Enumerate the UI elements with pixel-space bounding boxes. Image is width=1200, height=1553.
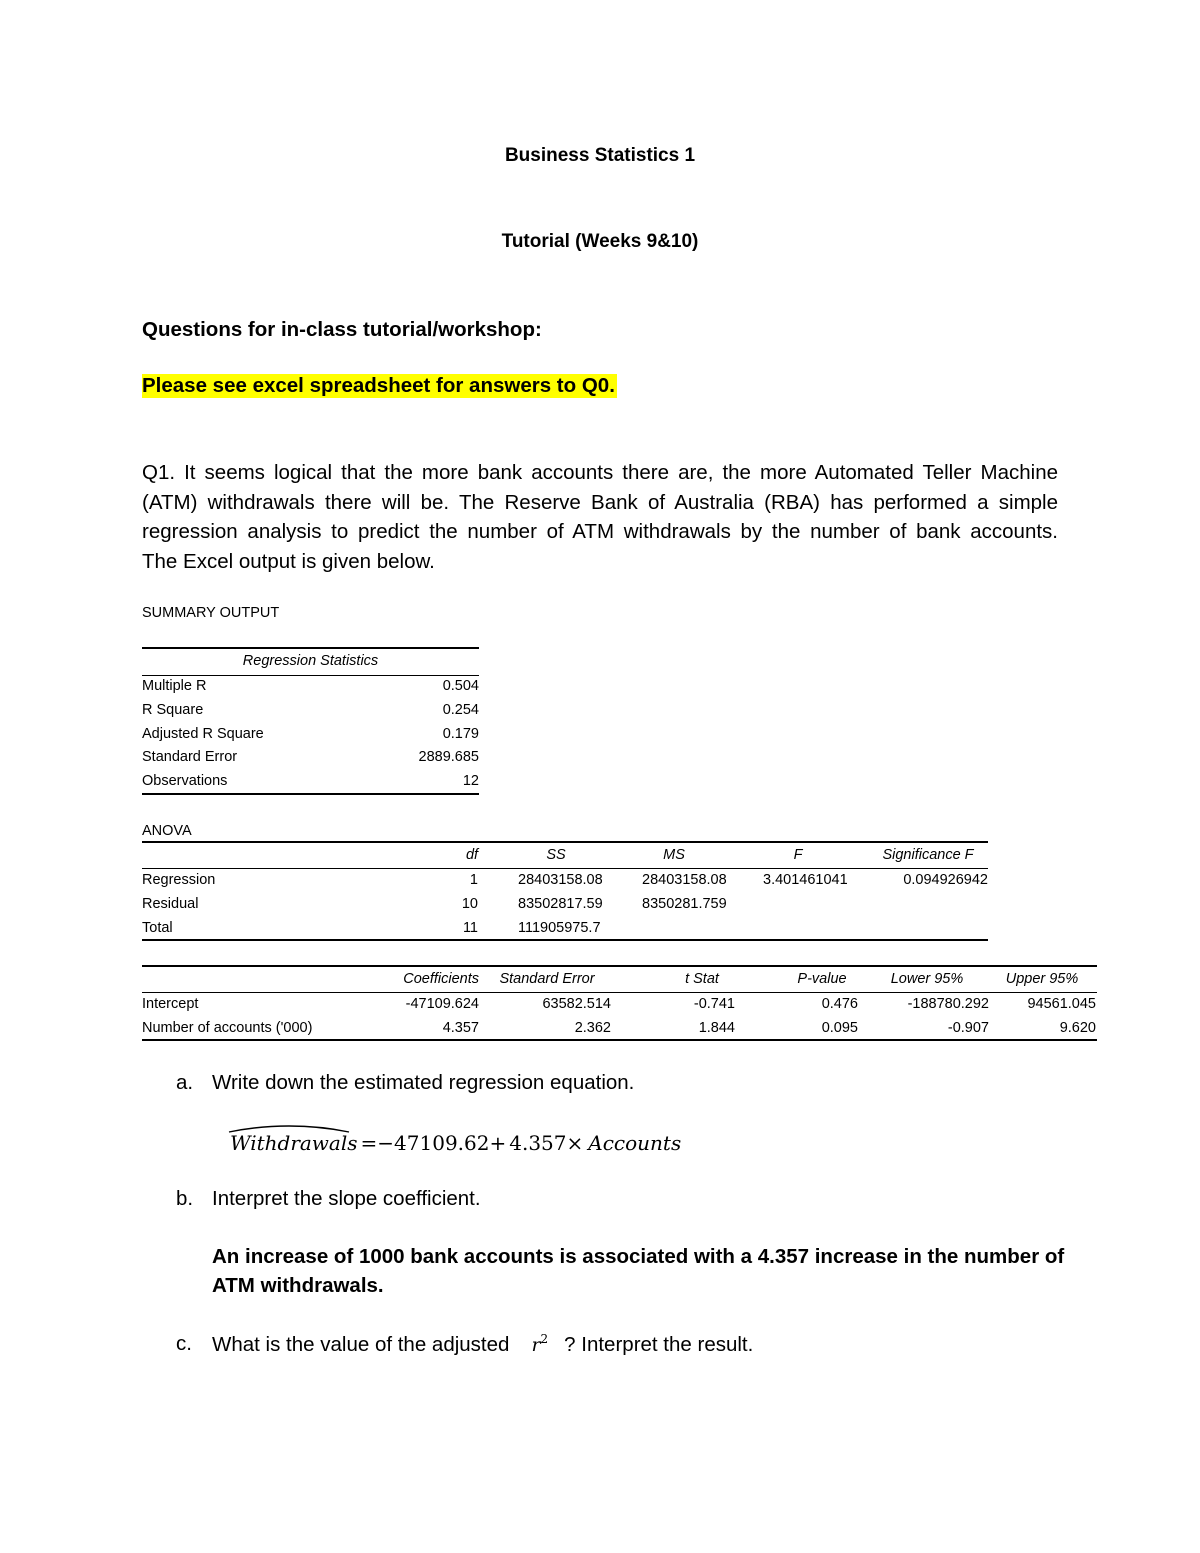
equation-times: × [566, 1131, 584, 1155]
equation-slope: 4.357 [509, 1131, 567, 1155]
coef-t-stat: -0.741 [693, 996, 735, 1012]
part-b-answer-line: An increase of 1000 bank accounts is associated with a 4.357 increase in the number of [212, 1245, 1065, 1268]
part-a-label: a. [176, 1071, 194, 1094]
q1-line: The Excel output is given below. [142, 549, 435, 573]
anova-ss: 111905975.7 [518, 920, 601, 936]
part-c-label: c. [176, 1332, 192, 1355]
table-rule [142, 939, 988, 941]
anova-df: 10 [461, 896, 478, 912]
anova-df: 11 [462, 920, 478, 936]
anova-ss: 83502817.59 [518, 896, 603, 912]
regression-equation [230, 1131, 681, 1155]
coef-value: -47109.624 [405, 996, 479, 1012]
highlighted-note: Please see excel spreadsheet for answers to Q0. [142, 374, 615, 397]
equation-lhs: Withdrawals [230, 1131, 358, 1155]
coef-row-name: Intercept [142, 996, 199, 1012]
table-rule [142, 965, 1097, 967]
table-rule [142, 675, 479, 676]
coef-t-stat: 1.844 [698, 1020, 735, 1036]
coef-header-standard-error: Standard Error [499, 971, 595, 987]
coef-header-lower-95: Lower 95% [890, 971, 964, 987]
equation-variable: Accounts [588, 1131, 682, 1155]
anova-f: 3.401461041 [763, 872, 848, 888]
stat-value: 2889.685 [418, 749, 479, 765]
regression-statistics-table [142, 647, 479, 797]
equation-intercept: 47109.62 [394, 1131, 490, 1155]
anova-df: 1 [469, 872, 478, 888]
anova-row-name: Regression [142, 872, 216, 888]
coef-row-name: Number of accounts ('000) [142, 1020, 313, 1036]
equation-minus: − [377, 1131, 395, 1155]
coefficients-table [142, 965, 1097, 1045]
stat-value: 0.504 [442, 678, 479, 694]
table-rule [142, 841, 988, 843]
anova-header-ss: SS [546, 847, 566, 863]
anova-table [142, 841, 988, 943]
anova-label: ANOVA [142, 823, 192, 839]
q1-line: (ATM) withdrawals there will be. The Reserve Bank of Australia (RBA) has performed a simple [142, 490, 1058, 514]
stat-name: Observations [142, 773, 228, 789]
anova-significance-f: 0.094926942 [903, 872, 988, 888]
coef-p-value: 0.095 [821, 1020, 858, 1036]
question-1-paragraph [142, 458, 1058, 576]
coef-upper-95: 94561.045 [1027, 996, 1096, 1012]
table-rule [142, 868, 988, 869]
coef-lower-95: -0.907 [947, 1020, 989, 1036]
part-c-text [212, 1332, 753, 1357]
coef-header-t-stat: t Stat [685, 971, 719, 987]
coef-standard-error: 2.362 [574, 1020, 611, 1036]
coef-lower-95: -188780.292 [907, 996, 989, 1012]
part-b-answer-line: ATM withdrawals. [212, 1274, 384, 1297]
stat-name: Adjusted R Square [142, 726, 264, 742]
stat-name: Multiple R [142, 678, 207, 694]
table-rule [142, 1039, 1097, 1041]
part-b-text: Interpret the slope coefficient. [212, 1187, 481, 1210]
anova-header-df: df [465, 847, 479, 863]
part-c-text-before: What is the value of the adjusted [212, 1332, 510, 1356]
q1-line: Q1. It seems logical that the more bank accounts there are, the more Automated Teller Machine [142, 461, 1058, 484]
anova-ss: 28403158.08 [518, 872, 603, 888]
stat-name: Standard Error [142, 749, 238, 765]
coef-p-value: 0.476 [821, 996, 858, 1012]
table-rule [142, 647, 479, 649]
anova-ms: 8350281.759 [642, 896, 727, 912]
anova-header-significance-f: Significance F [882, 847, 974, 863]
q1-line: regression analysis to predict the number of ATM withdrawals by the number of bank accounts. [142, 520, 1058, 543]
part-c-text-after: ? Interpret the result. [564, 1332, 754, 1356]
coef-standard-error: 63582.514 [542, 996, 611, 1012]
anova-row-name: Residual [142, 896, 199, 912]
document-title: Business Statistics 1 [504, 145, 696, 166]
section-heading: Questions for in-class tutorial/workshop: [142, 318, 542, 341]
anova-header-ms: MS [663, 847, 685, 863]
coef-value: 4.357 [442, 1020, 479, 1036]
anova-header-f: F [793, 847, 803, 863]
coef-header-coefficients: Coefficients [403, 971, 479, 987]
table-rule [142, 992, 1097, 993]
part-a-text: Write down the estimated regression equation. [212, 1071, 635, 1094]
part-c-symbol: r [531, 1333, 541, 1356]
equation-equals: = [360, 1131, 378, 1155]
coef-header-p-value: P-value [797, 971, 847, 987]
coef-header-upper-95: Upper 95% [1005, 971, 1079, 987]
table-rule [142, 793, 479, 795]
stat-value: 12 [462, 773, 479, 789]
regression-statistics-header: Regression Statistics [242, 653, 379, 669]
coef-upper-95: 9.620 [1059, 1020, 1096, 1036]
stat-value: 0.179 [442, 726, 479, 742]
document-subtitle: Tutorial (Weeks 9&10) [501, 231, 699, 252]
anova-ms: 28403158.08 [642, 872, 727, 888]
part-b-label: b. [176, 1187, 194, 1210]
summary-output-label: SUMMARY OUTPUT [142, 605, 280, 621]
stat-value: 0.254 [442, 702, 479, 718]
equation-plus: + [489, 1131, 507, 1155]
part-c-exponent: 2 [540, 1332, 549, 1346]
stat-name: R Square [142, 702, 204, 718]
anova-row-name: Total [142, 920, 173, 936]
